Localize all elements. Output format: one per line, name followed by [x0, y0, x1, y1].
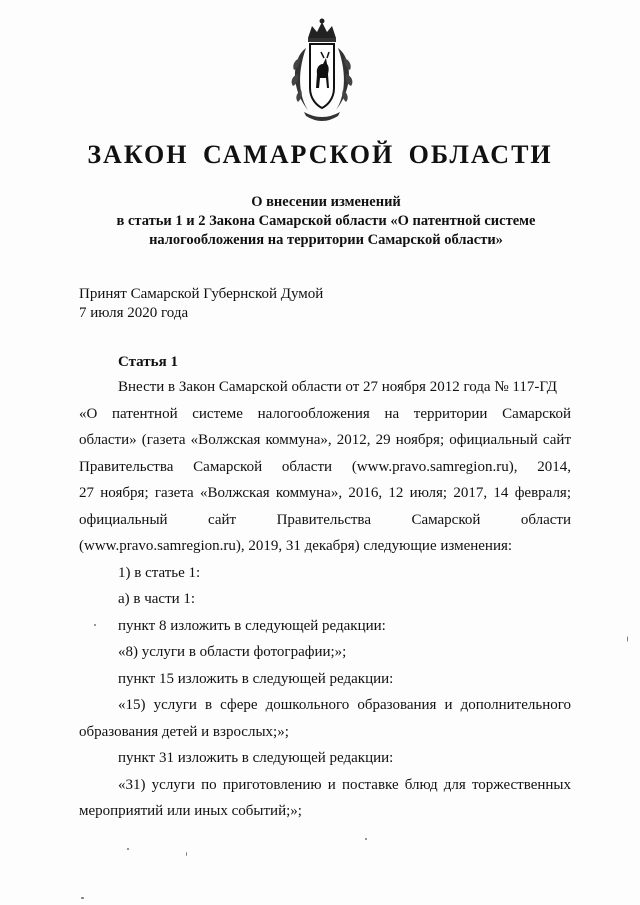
scan-speck	[127, 848, 129, 850]
intro-line: «О патентной системе налогообложения на территории Самарской	[79, 405, 571, 422]
scan-speck	[81, 897, 84, 899]
scan-speck	[94, 624, 96, 626]
scan-speck	[365, 838, 367, 840]
coat-of-arms-emblem	[286, 18, 358, 126]
item15-line: «15) услуги в сфере дошкольного образования и дополнительного	[118, 697, 571, 713]
intro-line: Правительства Самарской области (www.pravo.samregion.ru), 2014,	[79, 458, 571, 475]
scan-speck	[186, 852, 187, 856]
intro-line: официальный сайт Правительства Самарской области	[79, 511, 571, 528]
scan-speck	[627, 636, 628, 642]
article-heading: Статья 1	[118, 354, 178, 370]
item31-line: мероприятий или иных событий;»;	[79, 803, 302, 819]
intro-line: Внести в Закон Самарской области от 27 ноября 2012 года № 117-ГД	[118, 379, 557, 395]
subtitle-line: в статьи 1 и 2 Закона Самарской области «О патентной системе	[116, 213, 536, 229]
adoption-line: Принят Самарской Губернской Думой	[79, 286, 324, 302]
list-item: 1) в статье 1:	[118, 564, 201, 581]
article-body	[79, 374, 571, 825]
item31-line: «31) услуги по приготовлению и поставке блюд для торжественных	[118, 776, 571, 793]
intro-line: (www.pravo.samregion.ru), 2019, 31 декабря) следующие изменения:	[79, 538, 513, 554]
item15-line: образования детей и взрослых;»;	[79, 723, 289, 740]
intro-line: 27 ноября; газета «Волжская коммуна», 2016, 12 июля; 2017, 14 февраля;	[79, 485, 571, 501]
subtitle-line: О внесении изменений	[251, 194, 401, 210]
law-title: ЗАКОН САМАРСКОЙ ОБЛАСТИ	[87, 140, 553, 169]
list-item: пункт 15 изложить в следующей редакции:	[118, 670, 394, 687]
subtitle-line: налогообложения на территории Самарской области»	[149, 232, 503, 248]
list-item: а) в части 1:	[118, 591, 196, 607]
intro-line: области» (газета «Волжская коммуна», 2012, 29 ноября; официальный сайт	[79, 432, 571, 448]
list-item: пункт 31 изложить в следующей редакции:	[118, 750, 394, 766]
adoption-date: 7 июля 2020 года	[79, 305, 189, 321]
law-subtitle	[60, 193, 592, 250]
list-item: пункт 8 изложить в следующей редакции:	[118, 617, 386, 634]
list-item: «8) услуги в области фотографии;»;	[118, 644, 347, 660]
adoption-note	[79, 285, 323, 323]
